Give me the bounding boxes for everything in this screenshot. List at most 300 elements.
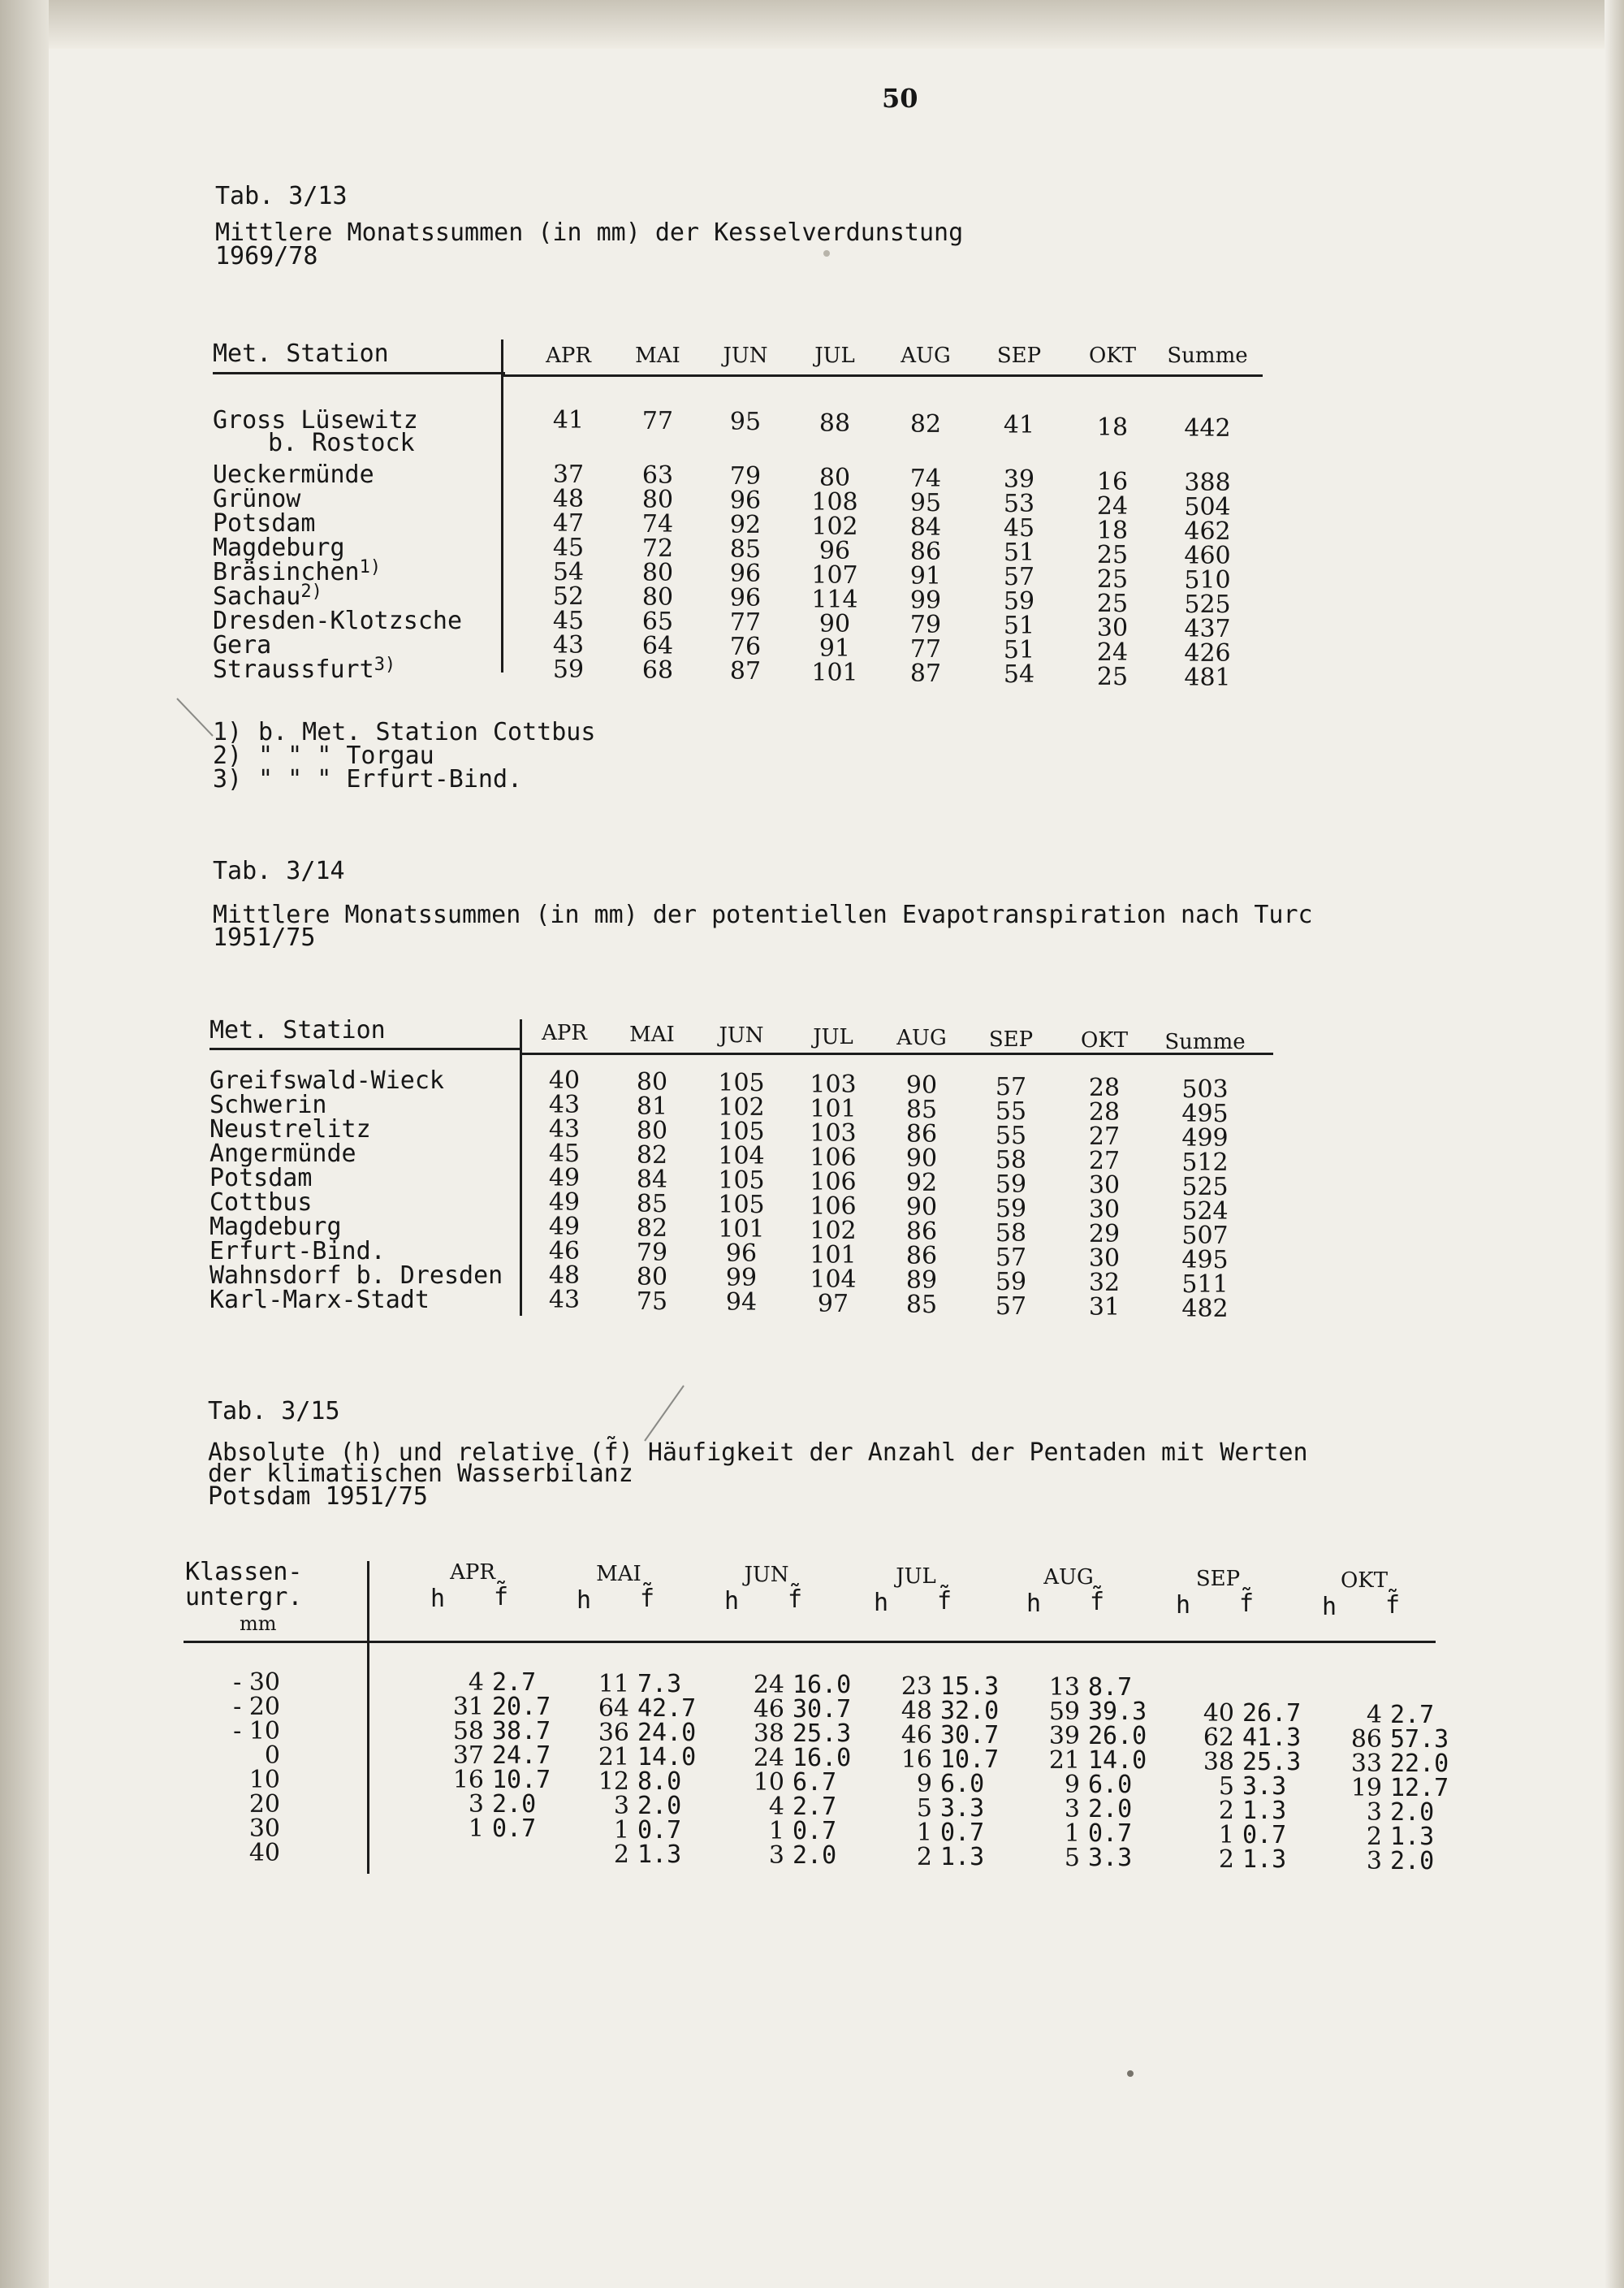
t15-h-label: h (724, 1587, 740, 1616)
t15-h-cell: 23 (901, 1672, 932, 1701)
t14-cell: 58 (995, 1145, 1027, 1174)
t14-cell: 495 (1181, 1099, 1229, 1128)
t15-h-cell: 2 (1366, 1822, 1382, 1851)
t14-cell: 503 (1181, 1075, 1229, 1104)
t13-cell: 96 (729, 584, 762, 613)
t15-f-cell: 10.7 (940, 1745, 1000, 1774)
t13-cell: 24 (1096, 492, 1129, 521)
t14-cell: 79 (636, 1238, 668, 1267)
t14-header-okt: OKT (1080, 1028, 1129, 1053)
t15-f-cell: 2.0 (492, 1790, 537, 1819)
t15-f-cell: 14.0 (637, 1742, 697, 1771)
t14-cell: 59 (995, 1170, 1027, 1199)
t15-h-cell: 31 (452, 1693, 484, 1721)
t15-h-cell: 40 (1203, 1699, 1234, 1728)
t14-cell: 31 (1088, 1293, 1121, 1321)
t14-cell: 86 (905, 1120, 938, 1148)
t14-cell: 29 (1088, 1220, 1121, 1248)
t15-f-cell: 25.3 (1242, 1748, 1302, 1776)
t13-cell: 74 (909, 464, 942, 493)
t14-cell: 59 (995, 1194, 1027, 1223)
t14-cell: 27 (1088, 1147, 1121, 1175)
t15-f-cell: 2.0 (637, 1791, 682, 1820)
t14-cell: 46 (548, 1237, 581, 1265)
t13-cell: 510 (1184, 566, 1231, 595)
t15-f-cell: 2.0 (793, 1841, 837, 1871)
t15-h-label: h (874, 1588, 889, 1617)
t13-cell: 53 (1003, 490, 1035, 518)
t15-h-cell: 4 (1366, 1700, 1382, 1729)
t13-cell: 92 (729, 511, 762, 540)
t13-footnote-1-text: b. Met. Station Cottbus (258, 718, 596, 746)
t13-cell: 90 (818, 609, 851, 638)
t13-cell: 101 (811, 658, 858, 687)
t15-f-cell: 3.3 (940, 1793, 985, 1823)
t15-f-cell: 26.7 (1242, 1699, 1302, 1728)
page-number: 50 (882, 83, 918, 114)
t13-cell: 18 (1096, 413, 1129, 443)
t14-cell: 48 (548, 1261, 581, 1290)
t13-station-header: Met. Station (213, 340, 389, 368)
t13-cell: 54 (1003, 660, 1035, 689)
t15-h-cell: 48 (901, 1696, 932, 1725)
t15-h-cell: 33 (1350, 1749, 1382, 1778)
t15-f-cell: 8.0 (637, 1767, 682, 1796)
t13-cell: 59 (552, 655, 585, 684)
t13-cell: 504 (1184, 493, 1231, 522)
t15-h-label: h (430, 1585, 446, 1613)
t15-class-header-1: Klassen- (185, 1558, 303, 1586)
t15-f-cell: 8.7 (1088, 1673, 1133, 1702)
t15-f-cell: 2.0 (1390, 1797, 1435, 1827)
t13-header-summe: Summe (1167, 344, 1248, 368)
t15-header-aug: AUG (1043, 1565, 1094, 1590)
t15-f-cell: 1.3 (1242, 1845, 1287, 1874)
t15-h-cell: 1 (1064, 1819, 1080, 1849)
t14-station-4: Potsdam (209, 1164, 313, 1192)
t13-cell: 96 (729, 560, 762, 589)
t14-header-jul: JUL (813, 1024, 853, 1049)
t13-title: Mittlere Monatssummen (in mm) der Kesselverdunstung (215, 218, 964, 247)
t14-cell: 43 (548, 1091, 581, 1119)
t15-f-cell: 0.7 (940, 1818, 985, 1847)
t13-cell: 91 (818, 634, 851, 663)
t14-cell: 101 (810, 1240, 857, 1269)
t14-header-sep: SEP (988, 1027, 1034, 1052)
t13-cell: 87 (909, 659, 942, 688)
t15-f-cell: 0.7 (793, 1817, 837, 1846)
t14-header-mai: MAI (629, 1022, 675, 1047)
t15-f-cell: 15.3 (940, 1672, 1000, 1701)
t15-h-label: h (1176, 1591, 1191, 1620)
t14-cell: 104 (810, 1265, 857, 1294)
t15-f-label: f̃ (1385, 1590, 1401, 1620)
t15-h-cell: 2 (613, 1840, 629, 1869)
t13-cell: 52 (552, 582, 585, 611)
t15-h-cell: 3 (613, 1791, 629, 1820)
t15-h-cell: 38 (753, 1719, 784, 1749)
t13-station-name: Sachau (213, 582, 301, 611)
t13-cell: 41 (552, 406, 585, 435)
t14-header-summe: Summe (1164, 1029, 1246, 1054)
t15-f-cell: 30.7 (793, 1695, 852, 1724)
t13-cell: 57 (1003, 563, 1035, 591)
t13-station-name: Gross Lüsewitz (213, 406, 418, 435)
t14-cell: 28 (1088, 1074, 1121, 1102)
t15-f-label: f̃ (788, 1585, 803, 1615)
t14-cell: 55 (995, 1096, 1027, 1126)
t13-cell: 45 (1003, 514, 1035, 543)
t13-cell: 51 (1003, 538, 1035, 567)
t15-h-cell: 16 (901, 1745, 932, 1774)
t15-class-4: 10 (248, 1766, 280, 1794)
t13-cell: 43 (552, 631, 585, 660)
t14-cell: 103 (810, 1070, 857, 1099)
t14-cell: 86 (905, 1242, 938, 1270)
t15-h-cell: 3 (768, 1841, 784, 1871)
t13-cell: 80 (641, 559, 674, 588)
t15-f-label: f̃ (494, 1583, 509, 1611)
t15-h-cell: 3 (1366, 1797, 1382, 1827)
t14-cell: 49 (548, 1164, 581, 1192)
t13-cell: 82 (909, 409, 942, 439)
t14-cell: 30 (1088, 1244, 1121, 1273)
t15-h-cell: 38 (1203, 1748, 1234, 1776)
t13-cell: 102 (811, 512, 858, 541)
scan-speck (823, 250, 830, 257)
t14-cell: 49 (548, 1188, 581, 1217)
t14-cell: 59 (995, 1267, 1027, 1296)
t13-cell: 437 (1184, 615, 1231, 644)
t15-f-cell: 57.3 (1390, 1724, 1449, 1754)
t14-cell: 101 (718, 1215, 765, 1243)
t13-cell: 51 (1003, 612, 1035, 640)
t13-cell: 96 (818, 536, 851, 565)
t13-cell: 91 (909, 561, 942, 590)
t14-cell: 482 (1181, 1294, 1229, 1323)
t13-cell: 87 (729, 657, 762, 686)
t15-h-cell: 3 (1366, 1846, 1382, 1875)
t15-h-cell: 19 (1350, 1773, 1382, 1802)
t15-h-cell: 4 (768, 1793, 784, 1822)
t13-cell: 426 (1184, 639, 1231, 668)
t15-header-apr: APR (450, 1560, 495, 1585)
t15-f-cell: 2.7 (1390, 1700, 1435, 1729)
t13-footnote-3-mark: 3) (213, 765, 243, 794)
t15-header-mai: MAI (596, 1561, 641, 1586)
t13-cell: 84 (909, 513, 942, 542)
t15-class-3: 0 (264, 1741, 280, 1770)
t15-h-cell: 10 (753, 1768, 784, 1797)
t15-h-cell: 1 (916, 1818, 932, 1847)
t13-cell: 96 (729, 487, 762, 516)
t15-f-cell: 20.7 (492, 1693, 551, 1721)
t14-cell: 57 (995, 1243, 1027, 1272)
t15-f-cell: 38.7 (492, 1717, 551, 1745)
t13-cell: 39 (1003, 465, 1035, 494)
t13-cell: 77 (641, 407, 674, 436)
t15-f-cell: 16.0 (793, 1671, 852, 1700)
t15-f-cell: 2.0 (1088, 1795, 1133, 1824)
t14-cell: 101 (810, 1094, 857, 1123)
t14-station-7: Erfurt-Bind. (209, 1237, 386, 1265)
t14-cell: 30 (1088, 1171, 1121, 1200)
t13-footnote-mark: 2) (300, 582, 322, 602)
t15-f-cell: 16.0 (793, 1744, 852, 1773)
t14-station-2: Neustrelitz (209, 1115, 371, 1144)
t13-cell: 107 (811, 560, 858, 590)
scan-speck (1127, 2070, 1134, 2077)
t15-h-cell: 37 (452, 1741, 484, 1770)
t13-cell: 77 (909, 634, 942, 664)
t14-cell: 102 (810, 1216, 857, 1245)
t15-label: Tab. 3/15 (208, 1397, 340, 1425)
t15-f-cell: 24.7 (492, 1741, 551, 1770)
t15-h-cell: 13 (1048, 1673, 1080, 1702)
t15-h-cell: 2 (1218, 1845, 1234, 1874)
t14-cell: 81 (636, 1092, 668, 1121)
t14-cell: 97 (817, 1289, 849, 1318)
t14-cell: 58 (995, 1218, 1027, 1248)
t15-h-cell: 1 (768, 1817, 784, 1846)
t15-h-cell: 3 (468, 1790, 484, 1819)
t15-h-cell: 46 (901, 1720, 932, 1750)
t14-cell: 45 (548, 1140, 581, 1168)
t15-h-label: h (1322, 1592, 1337, 1621)
t15-class-header-2: untergr. (185, 1583, 303, 1611)
t13-cell: 30 (1096, 614, 1129, 643)
t13-cell: 79 (729, 462, 762, 491)
t14-station-9: Karl-Marx-Stadt (209, 1286, 430, 1314)
t15-h-cell: 59 (1048, 1698, 1080, 1727)
t15-f-cell: 25.3 (793, 1719, 852, 1749)
t15-f-cell: 26.0 (1088, 1722, 1147, 1751)
t13-cell: 95 (729, 408, 762, 437)
t15-h-cell: 64 (598, 1693, 629, 1723)
t15-h-cell: 46 (753, 1695, 784, 1724)
t14-cell: 80 (636, 1116, 668, 1145)
t13-footnote-1-mark: 1) (213, 718, 243, 746)
t14-cell: 57 (995, 1291, 1027, 1321)
t14-cell: 86 (905, 1218, 938, 1246)
t15-h-cell: 9 (916, 1769, 932, 1798)
t13-station-name: Potsdam (213, 509, 316, 538)
t15-h-cell: 36 (598, 1718, 629, 1747)
t14-cell: 499 (1181, 1123, 1229, 1153)
t13-cell: 80 (641, 583, 674, 612)
t13-cell: 462 (1184, 517, 1231, 547)
t15-f-cell: 12.7 (1390, 1773, 1449, 1802)
t13-cell: 460 (1184, 542, 1231, 571)
t13-header-okt: OKT (1088, 344, 1137, 368)
t14-header-jun: JUN (719, 1023, 764, 1048)
t15-f-cell: 6.0 (1088, 1771, 1133, 1800)
t13-footnote-mark: 1) (359, 557, 382, 577)
t14-cell: 525 (1181, 1172, 1229, 1201)
t14-header-apr: APR (542, 1021, 587, 1045)
t13-footnote-2-text: " " " Torgau (258, 742, 434, 770)
t15-h-cell: 9 (1064, 1771, 1080, 1800)
t15-f-cell: 24.0 (637, 1718, 697, 1747)
t13-header-jul: JUL (814, 344, 855, 368)
t13-cell: 74 (641, 510, 674, 539)
t15-h-cell: 86 (1350, 1724, 1382, 1754)
t15-f-cell: 2.7 (793, 1793, 837, 1822)
t15-h-cell: 12 (598, 1767, 629, 1796)
t15-h-label: h (1026, 1589, 1042, 1619)
t13-cell: 64 (641, 632, 674, 661)
t13-cell: 114 (811, 585, 858, 614)
t15-f-cell: 2.7 (492, 1668, 537, 1697)
t15-f-cell: 2.0 (1390, 1846, 1435, 1875)
t15-f-cell: 0.7 (637, 1815, 682, 1845)
t15-f-cell: 14.0 (1088, 1746, 1147, 1775)
t14-period: 1951/75 (213, 923, 316, 952)
t13-cell: 65 (641, 608, 674, 637)
t14-cell: 92 (905, 1169, 938, 1197)
t15-f-cell: 7.3 (637, 1669, 682, 1698)
t13-cell: 442 (1184, 414, 1231, 443)
t13-cell: 79 (909, 610, 942, 639)
t13-footnote-2-mark: 2) (213, 742, 243, 770)
t14-cell: 85 (905, 1096, 938, 1124)
t15-h-cell: 16 (452, 1766, 484, 1794)
t13-station-name: Dresden-Klotzsche (213, 607, 463, 635)
t13-footnote-mark: 3) (374, 655, 396, 675)
t13-cell: 41 (1003, 411, 1035, 439)
t15-h-cell: 1 (468, 1814, 484, 1843)
t15-f-label: f̃ (640, 1584, 655, 1613)
t13-label: Tab. 3/13 (215, 182, 348, 210)
t13-cell: 388 (1184, 469, 1231, 498)
t14-cell: 30 (1088, 1196, 1121, 1224)
t15-f-cell: 0.7 (492, 1814, 537, 1843)
t15-f-cell: 1.3 (1242, 1797, 1287, 1825)
t14-cell: 106 (810, 1167, 857, 1196)
t13-station-name: Magdeburg (213, 534, 345, 562)
t13-cell: 99 (909, 586, 942, 615)
t15-h-cell: 11 (598, 1669, 629, 1698)
t15-f-cell: 42.7 (637, 1693, 697, 1723)
t15-h-cell: 58 (452, 1717, 484, 1745)
t13-station-name: Ueckermünde (213, 461, 374, 489)
t13-cell: 25 (1096, 663, 1129, 692)
t13-cell: 16 (1096, 468, 1129, 497)
t14-cell: 82 (636, 1213, 668, 1243)
t14-cell: 105 (718, 1118, 765, 1146)
t14-cell: 89 (905, 1266, 938, 1295)
t14-cell: 40 (548, 1066, 581, 1095)
t15-f-cell: 41.3 (1242, 1724, 1302, 1752)
t13-cell: 481 (1184, 664, 1231, 693)
t15-header-okt: OKT (1340, 1568, 1389, 1593)
t14-cell: 43 (548, 1115, 581, 1144)
t13-cell: 76 (729, 633, 762, 662)
t14-cell: 524 (1181, 1196, 1229, 1226)
t15-class-6: 30 (248, 1814, 280, 1843)
t14-cell: 94 (725, 1288, 758, 1317)
t13-cell: 77 (729, 608, 762, 638)
t13-header-sep: SEP (996, 344, 1042, 368)
t14-cell: 90 (905, 1071, 938, 1100)
t13-cell: 63 (641, 461, 674, 491)
t14-station-3: Angermünde (209, 1140, 356, 1168)
t15-class-header-unit: mm (240, 1612, 277, 1635)
t15-h-cell: 2 (916, 1842, 932, 1871)
t13-cell: 525 (1184, 590, 1231, 620)
t15-h-cell: 21 (1048, 1746, 1080, 1775)
t15-header-jul: JUL (896, 1564, 936, 1589)
t14-cell: 495 (1181, 1245, 1229, 1274)
t15-h-cell: 5 (916, 1793, 932, 1823)
t13-cell: 45 (552, 534, 585, 562)
t13-period: 1969/78 (215, 242, 318, 270)
t13-cell: 54 (552, 558, 585, 586)
t15-f-cell: 22.0 (1390, 1749, 1449, 1778)
t14-cell: 80 (636, 1262, 668, 1291)
t14-cell: 75 (636, 1287, 668, 1316)
t14-cell: 511 (1181, 1269, 1229, 1299)
t15-f-cell: 10.7 (492, 1766, 551, 1794)
t14-cell: 103 (810, 1118, 857, 1148)
t14-cell: 106 (810, 1143, 857, 1172)
t15-f-cell: 0.7 (1242, 1821, 1287, 1849)
t14-cell: 49 (548, 1213, 581, 1241)
t14-station-5: Cottbus (209, 1188, 313, 1217)
t15-h-cell: 3 (1064, 1795, 1080, 1824)
t13-station-0-line2: b. Rostock (268, 429, 415, 457)
t13-header-aug: AUG (901, 344, 951, 368)
t15-h-cell: 4 (468, 1668, 484, 1697)
t13-station-name: Straussfurt (213, 655, 374, 684)
t15-f-cell: 6.0 (940, 1769, 985, 1798)
t14-cell: 28 (1088, 1098, 1121, 1127)
t14-cell: 57 (995, 1072, 1027, 1101)
t14-cell: 80 (636, 1067, 668, 1096)
t15-f-cell: 0.7 (1088, 1819, 1133, 1849)
t13-cell: 37 (552, 461, 585, 489)
t15-f-cell: 1.3 (940, 1842, 985, 1871)
t14-cell: 104 (718, 1142, 765, 1170)
t13-header-apr: APR (546, 344, 591, 368)
t13-cell: 68 (641, 656, 674, 686)
t13-cell: 18 (1096, 517, 1129, 546)
t14-label: Tab. 3/14 (213, 857, 345, 885)
t15-h-label: h (577, 1585, 592, 1615)
t14-title: Mittlere Monatssummen (in mm) der potentiellen Evapotranspiration nach Turc (213, 901, 1313, 929)
t14-station-6: Magdeburg (209, 1213, 342, 1241)
t13-header-mai: MAI (635, 344, 680, 368)
scan-artifact-stroke (177, 699, 213, 736)
t15-f-cell: 1.3 (1390, 1822, 1435, 1851)
t13-cell: 88 (818, 409, 851, 438)
t14-cell: 102 (718, 1093, 765, 1122)
t13-cell: 80 (818, 463, 851, 492)
t14-cell: 106 (810, 1192, 857, 1221)
t14-station-1: Schwerin (209, 1091, 327, 1119)
t14-station-8: Wahnsdorf b. Dresden (209, 1261, 503, 1290)
t13-station-name: Grünow (213, 485, 301, 513)
t15-h-cell: 39 (1048, 1722, 1080, 1751)
t15-header-sep: SEP (1195, 1567, 1241, 1591)
t13-station-name: Bräsinchen (213, 558, 360, 586)
t14-station-0: Greifswald-Wieck (209, 1066, 444, 1095)
t13-cell: 59 (1003, 587, 1035, 616)
t14-cell: 96 (725, 1239, 758, 1268)
t15-h-cell: 2 (1218, 1797, 1234, 1825)
t15-f-cell: 3.3 (1242, 1772, 1287, 1801)
t14-cell: 90 (905, 1193, 938, 1222)
